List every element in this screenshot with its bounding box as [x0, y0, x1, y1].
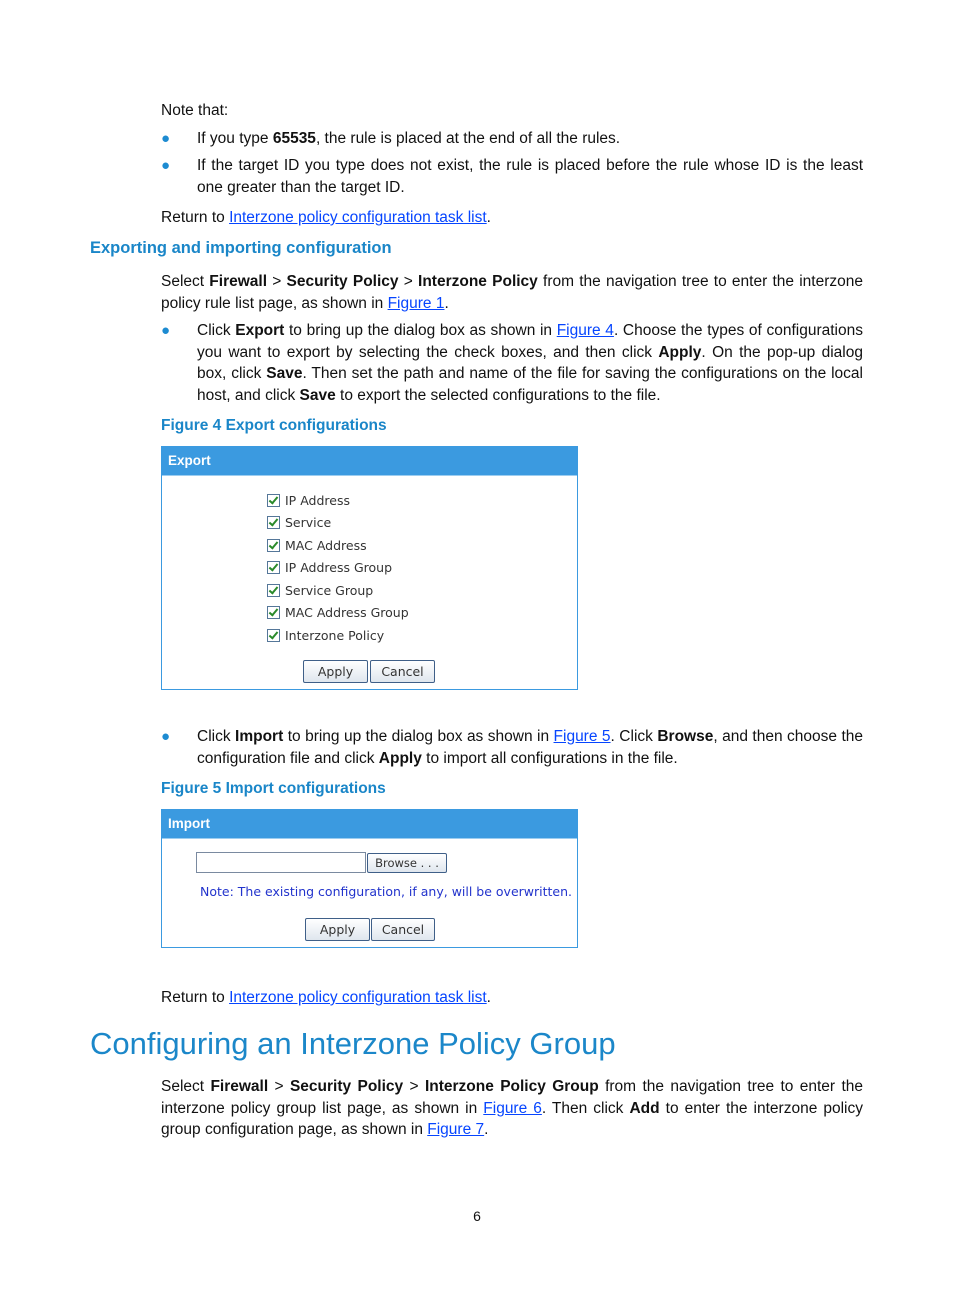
checkbox-service-group[interactable]: Service Group: [267, 579, 373, 601]
export-cancel-button[interactable]: Cancel: [370, 660, 435, 683]
bullet-icon: ●: [161, 322, 171, 339]
checkbox-checked-icon[interactable]: [267, 606, 280, 619]
import-file-input[interactable]: [196, 852, 366, 873]
bullet-note-2: If the target ID you type does not exist, the rule is placed before the rule whose ID is the least one greater than the target ID.: [197, 157, 863, 196]
checkbox-checked-icon[interactable]: [267, 561, 280, 574]
figure-7-link[interactable]: Figure 7: [427, 1121, 485, 1138]
bullet-icon: ●: [161, 130, 171, 147]
checkbox-checked-icon[interactable]: [267, 584, 280, 597]
return-line-1: Return to Interzone policy configuration task list.: [161, 209, 491, 226]
checkbox-mac-address[interactable]: MAC Address: [267, 534, 367, 556]
export-dialog-title: Export: [162, 447, 577, 476]
export-bullet: Click Export to bring up the dialog box as shown in Figure 4. Choose the types of configurations you want to export by selecting the check boxes, and then click Apply. On the pop-up dialog box, click Save. Then set the path and name of the file for saving the configurations on the local host, and click Save to export the selected configurations to the file.: [197, 322, 863, 404]
bullet-icon: ●: [161, 157, 171, 174]
checkbox-checked-icon[interactable]: [267, 516, 280, 529]
group-paragraph: Select Firewall > Security Policy > Interzone Policy Group from the navigation tree to enter the interzone policy group list page, as shown in Figure 6. Then click Add to enter the interzone policy group configuration page, as shown in Figure 7.: [161, 1078, 863, 1138]
import-apply-button[interactable]: Apply: [305, 918, 370, 941]
import-dialog-title: Import: [162, 810, 577, 839]
checkbox-ip-address[interactable]: IP Address: [267, 489, 350, 511]
import-bullet: Click Import to bring up the dialog box as shown in Figure 5. Click Browse, and then choose the configuration file and click Apply to import all configurations in the file.: [197, 728, 864, 767]
task-list-link[interactable]: Interzone policy configuration task list: [229, 989, 487, 1006]
import-dialog: [161, 809, 578, 948]
checkbox-checked-icon[interactable]: [267, 539, 280, 552]
bullet-icon: ●: [161, 728, 171, 745]
page-number: 6: [473, 1208, 481, 1224]
bullet-note-1: If you type 65535, the rule is placed at the end of all the rules.: [197, 130, 621, 147]
task-list-link[interactable]: Interzone policy configuration task list: [229, 209, 487, 226]
browse-button[interactable]: Browse . . .: [367, 853, 447, 873]
import-cancel-button[interactable]: Cancel: [371, 918, 435, 941]
figure-6-link[interactable]: Figure 6: [483, 1099, 542, 1117]
checkbox-interzone-policy[interactable]: Interzone Policy: [267, 624, 384, 646]
figure-1-link[interactable]: Figure 1: [387, 294, 445, 312]
section-heading: Exporting and importing configuration: [90, 239, 392, 257]
figure-4-caption: Figure 4 Export configurations: [161, 417, 387, 434]
checkbox-checked-icon[interactable]: [267, 629, 280, 642]
export-apply-button[interactable]: Apply: [303, 660, 368, 683]
checkbox-checked-icon[interactable]: [267, 494, 280, 507]
figure-5-link[interactable]: Figure 5: [553, 728, 611, 745]
checkbox-mac-address-group[interactable]: MAC Address Group: [267, 601, 409, 623]
note-intro: Note that:: [161, 102, 229, 119]
export-dialog: [161, 446, 578, 690]
checkbox-ip-address-group[interactable]: IP Address Group: [267, 556, 392, 578]
main-heading: Configuring an Interzone Policy Group: [90, 1026, 616, 1061]
figure-4-link[interactable]: Figure 4: [556, 322, 614, 339]
select-paragraph: Select Firewall > Security Policy > Interzone Policy from the navigation tree to enter the interzone policy rule list page, as shown in Figure 1.: [161, 273, 863, 312]
import-note: Note: The existing configuration, if any, will be overwritten.: [200, 884, 573, 899]
checkbox-service[interactable]: Service: [267, 511, 331, 533]
return-line-2: Return to Interzone policy configuration task list.: [161, 989, 491, 1006]
figure-5-caption: Figure 5 Import configurations: [161, 780, 386, 797]
